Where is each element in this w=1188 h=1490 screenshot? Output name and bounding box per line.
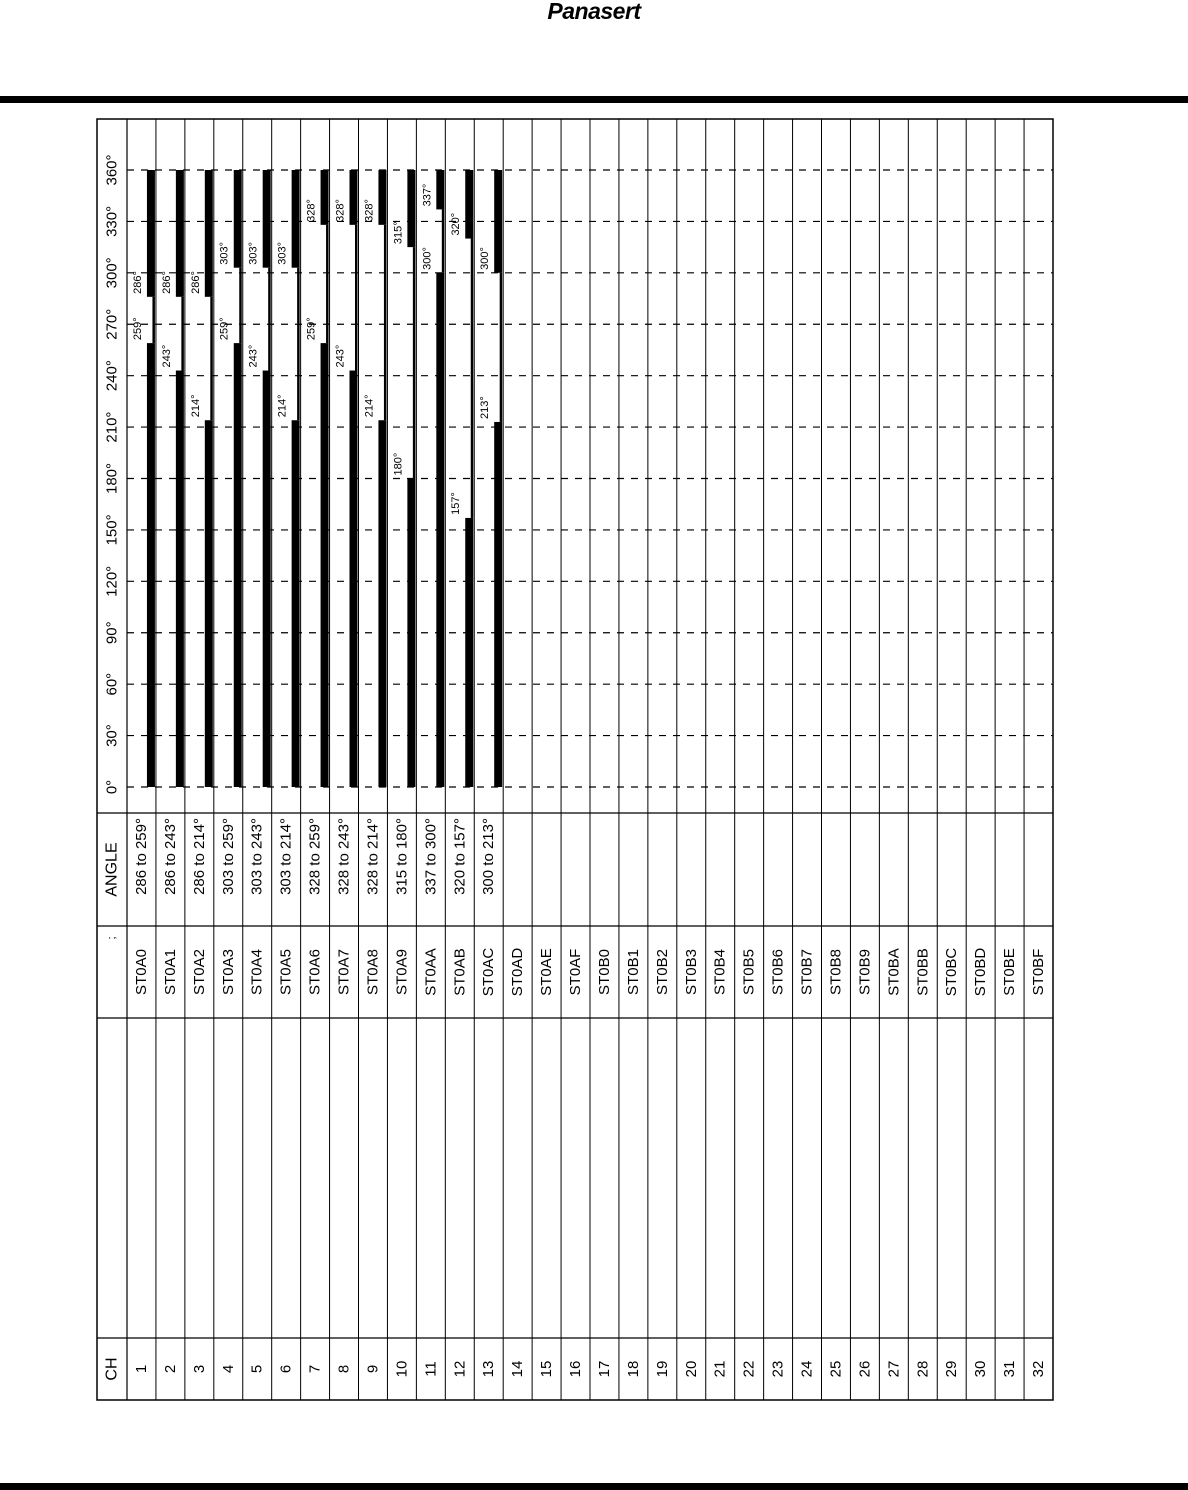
channel-number: 11 xyxy=(422,1361,440,1377)
timing-bar-segment xyxy=(321,170,329,225)
angle-range: 303 to 214° xyxy=(277,818,295,895)
channel-code: ST0BD xyxy=(972,947,990,997)
timing-bar-segment xyxy=(465,518,473,787)
degree-tick-label: 300° xyxy=(103,257,121,289)
channel-code: ST0B5 xyxy=(740,949,758,995)
angle-range: 320 to 157° xyxy=(451,818,469,895)
timing-bar-thin xyxy=(413,247,416,478)
channel-code: ST0A2 xyxy=(190,949,208,995)
channel-number: 10 xyxy=(393,1360,411,1378)
angle-range: 328 to 214° xyxy=(364,818,382,895)
angle-range: 286 to 214° xyxy=(190,818,208,895)
channel-code: ST0B1 xyxy=(624,949,642,995)
code-header: ; xyxy=(106,936,118,940)
channel-code: ST0BF xyxy=(1030,948,1048,996)
channel-number: 4 xyxy=(219,1364,237,1374)
on-angle-label: 328° xyxy=(334,199,347,222)
angle-range: 328 to 259° xyxy=(306,818,324,895)
channel-code: ST0B4 xyxy=(711,949,729,995)
timing-bar-thin xyxy=(355,225,358,371)
channel-number: 32 xyxy=(1030,1360,1048,1378)
channel-code: ST0A8 xyxy=(364,949,382,995)
degree-tick-label: 90° xyxy=(103,621,121,645)
off-angle-label: 180° xyxy=(392,452,405,476)
channel-number: 9 xyxy=(364,1364,382,1374)
timing-bar-thin xyxy=(297,268,300,421)
timing-bar-thin xyxy=(442,209,445,272)
off-angle-label: 214° xyxy=(276,394,289,418)
timing-bar-segment xyxy=(407,479,415,788)
timing-bar-thin xyxy=(471,239,474,518)
angle-range: 286 to 243° xyxy=(161,818,179,895)
timing-bar-segment xyxy=(176,170,184,297)
channel-number: 28 xyxy=(914,1360,932,1378)
timing-bar-thin xyxy=(500,273,503,422)
channel-number: 27 xyxy=(885,1360,903,1378)
off-angle-label: 243° xyxy=(247,344,260,368)
timing-bar-thin xyxy=(181,297,184,371)
degree-tick-label: 150° xyxy=(103,514,121,546)
timing-bar-segment xyxy=(292,420,300,787)
degree-tick-label: 360° xyxy=(103,154,121,186)
timing-bar-segment xyxy=(350,371,358,787)
timing-bar-segment xyxy=(263,371,271,787)
timing-bar-segment xyxy=(205,170,213,297)
degree-tick-label: 270° xyxy=(103,308,121,340)
timing-bar-segment xyxy=(292,170,300,268)
off-angle-label: 214° xyxy=(363,394,376,418)
timing-bar-thin xyxy=(239,268,242,343)
angle-range: 328 to 243° xyxy=(335,818,353,895)
channel-code: ST0A3 xyxy=(219,949,237,995)
on-angle-label: 328° xyxy=(305,199,318,222)
ch-header: CH xyxy=(103,1357,121,1381)
channel-number: 21 xyxy=(711,1360,729,1378)
off-angle-label: 157° xyxy=(450,492,463,515)
channel-code: ST0AB xyxy=(451,948,469,996)
on-angle-label: 286° xyxy=(189,271,202,294)
degree-tick-label: 180° xyxy=(103,462,121,495)
degree-tick-label: 330° xyxy=(103,205,121,237)
channel-code: ST0B6 xyxy=(769,949,787,995)
channel-number: 26 xyxy=(856,1360,874,1378)
degree-tick-label: 120° xyxy=(103,565,121,597)
timing-bar-thin xyxy=(326,225,329,343)
timing-bar-segment xyxy=(234,343,242,787)
channel-number: 12 xyxy=(451,1360,469,1378)
timing-bar-segment xyxy=(205,420,213,787)
channel-code: ST0BE xyxy=(1001,948,1019,996)
channel-number: 19 xyxy=(653,1360,671,1378)
channel-number: 17 xyxy=(595,1360,613,1378)
channel-number: 3 xyxy=(190,1364,208,1374)
timing-bar-segment xyxy=(436,170,444,209)
off-angle-label: 259° xyxy=(305,317,318,341)
channel-code: ST0AC xyxy=(480,947,498,997)
channel-number: 2 xyxy=(161,1364,179,1374)
channel-number: 1 xyxy=(132,1364,150,1374)
channel-number: 25 xyxy=(827,1360,845,1378)
channel-code: ST0B7 xyxy=(798,949,816,995)
channel-number: 14 xyxy=(509,1360,527,1378)
off-angle-label: 259° xyxy=(131,317,144,341)
channel-code: ST0BB xyxy=(914,948,932,996)
timing-bar-segment xyxy=(407,170,415,247)
channel-code: ST0B9 xyxy=(856,949,874,995)
channel-code: ST0A7 xyxy=(335,949,353,995)
channel-code: ST0A1 xyxy=(161,949,179,995)
on-angle-label: 337° xyxy=(421,183,434,207)
channel-number: 8 xyxy=(335,1364,353,1374)
degree-tick-label: 60° xyxy=(103,672,121,696)
degree-tick-label: 30° xyxy=(103,724,121,747)
channel-number: 18 xyxy=(624,1360,642,1378)
channel-code: ST0AF xyxy=(567,948,585,996)
timing-bar-segment xyxy=(263,170,271,268)
timing-bar-segment xyxy=(378,170,386,225)
on-angle-label: 303° xyxy=(276,241,289,265)
channel-number: 23 xyxy=(769,1360,787,1378)
degree-tick-label: 240° xyxy=(103,360,121,392)
angle-range: 286 to 259° xyxy=(132,818,150,895)
channel-code: ST0A5 xyxy=(277,949,295,995)
timing-bar-thin xyxy=(384,225,387,420)
channel-number: 16 xyxy=(567,1360,585,1378)
on-angle-label: 303° xyxy=(218,241,231,265)
channel-number: 13 xyxy=(480,1360,498,1378)
on-angle-label: 286° xyxy=(160,271,173,294)
channel-code: ST0A6 xyxy=(306,949,324,995)
off-angle-label: 243° xyxy=(334,344,347,368)
channel-code: ST0B0 xyxy=(595,949,613,995)
channel-code: ST0AA xyxy=(422,948,440,996)
channel-code: ST0A0 xyxy=(132,949,150,995)
channel-code: ST0BC xyxy=(943,947,961,997)
on-angle-label: 286° xyxy=(131,271,144,294)
degree-tick-label: 0° xyxy=(103,779,121,795)
off-angle-label: 300° xyxy=(421,247,434,270)
timing-bar-thin xyxy=(210,297,213,420)
channel-code: ST0AD xyxy=(509,947,527,997)
off-angle-label: 213° xyxy=(479,396,492,419)
timing-bar-segment xyxy=(378,420,386,787)
angle-range: 337 to 300° xyxy=(422,818,440,895)
channel-number: 15 xyxy=(538,1360,556,1378)
panasert-logo: Panasert xyxy=(547,0,641,24)
channel-number: 29 xyxy=(943,1360,961,1378)
on-angle-label: 320° xyxy=(450,212,463,236)
timing-bar-segment xyxy=(147,343,155,787)
channel-code: ST0B8 xyxy=(827,949,845,995)
timing-bar-segment xyxy=(350,170,358,225)
channel-number: 7 xyxy=(306,1364,324,1374)
timing-bar-segment xyxy=(494,170,502,273)
channel-number: 5 xyxy=(248,1364,266,1374)
timing-bar-segment xyxy=(234,170,242,268)
channel-code: ST0B3 xyxy=(682,949,700,995)
channel-code: ST0A4 xyxy=(248,949,266,995)
angle-range: 300 to 213° xyxy=(480,818,498,895)
on-angle-label: 328° xyxy=(363,199,376,222)
timing-bar-segment xyxy=(436,273,444,787)
channel-number: 30 xyxy=(972,1360,990,1378)
channel-number: 24 xyxy=(798,1360,816,1378)
channel-code: ST0A9 xyxy=(393,949,411,995)
on-angle-label: 315° xyxy=(392,221,405,245)
off-angle-label: 259° xyxy=(218,317,231,341)
off-angle-label: 214° xyxy=(189,394,202,418)
channel-code: ST0B2 xyxy=(653,949,671,995)
timing-bar-segment xyxy=(147,170,155,297)
channel-number: 31 xyxy=(1001,1360,1019,1378)
on-angle-label: 300° xyxy=(479,247,492,270)
channel-code: ST0BA xyxy=(885,948,903,996)
angle-range: 315 to 180° xyxy=(393,818,411,895)
on-angle-label: 303° xyxy=(247,241,260,265)
channel-code: ST0AE xyxy=(538,948,556,996)
timing-bar-segment xyxy=(494,422,502,787)
timing-bar-segment xyxy=(465,170,473,239)
channel-number: 6 xyxy=(277,1364,295,1374)
timing-bar-thin xyxy=(152,297,155,343)
degree-tick-label: 210° xyxy=(103,411,121,443)
angle-range: 303 to 243° xyxy=(248,818,266,895)
off-angle-label: 243° xyxy=(160,344,173,368)
timing-bar-segment xyxy=(321,343,329,787)
angle-range: 303 to 259° xyxy=(219,818,237,895)
channel-number: 22 xyxy=(740,1360,758,1378)
bottom-rule xyxy=(0,1483,1188,1490)
timing-bar-thin xyxy=(268,268,271,371)
timing-bar-segment xyxy=(176,371,184,787)
channel-number: 20 xyxy=(682,1360,700,1378)
angle-header: ANGLE xyxy=(103,842,121,897)
